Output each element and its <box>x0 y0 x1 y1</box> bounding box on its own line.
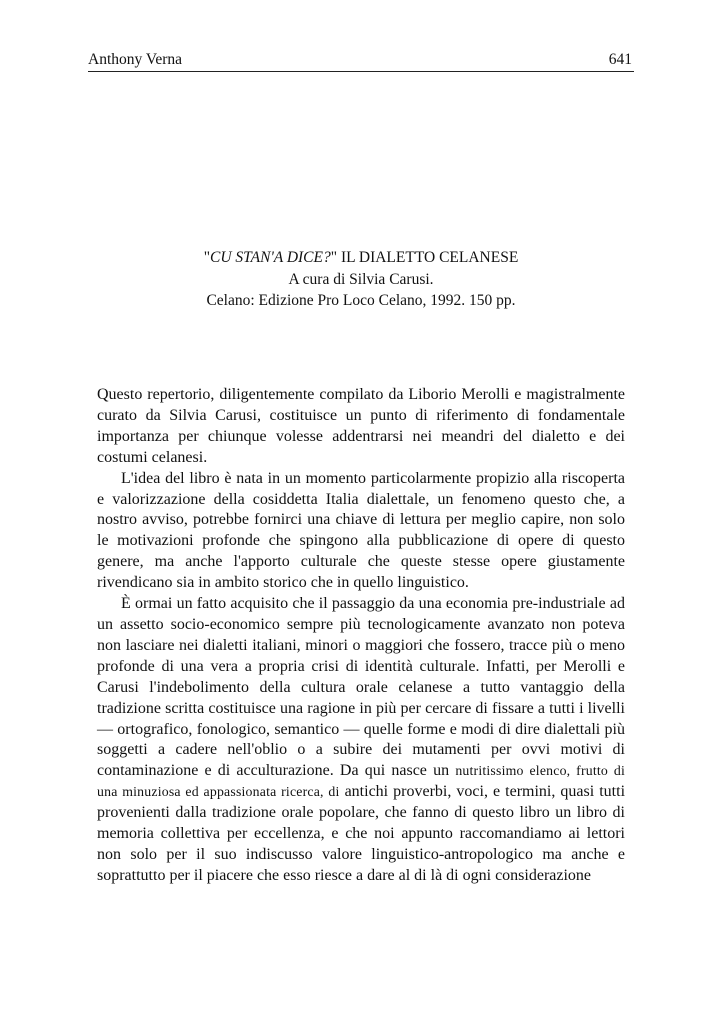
book-title-italic: CU STAN'A DICE? <box>210 249 331 266</box>
review-heading <box>96 247 626 312</box>
paragraph-2: L'idea del libro è nata in un momento particolarmente propizio alla riscoperta e valorizzazione della cosiddetta Italia dialettale, un fenomeno questo che, a nostro avviso, potrebbe fornirci una chiave di lettura per meglio capire, non solo le motivazioni profonde che spingono alla pubblicazione di opere di questo genere, ma anche l'apporto culturale che queste stesse opere giustamente rivendicano sia in ambito storico che in quello linguistico. <box>97 469 625 592</box>
running-header-author: Anthony Verna <box>88 51 182 68</box>
header-rule <box>88 71 634 72</box>
paragraph-3-part-a: È ormai un fatto acquisito che il passaggio da una economia pre-industriale ad un assetto socio-economico sempre più tecnologicamente avanzato non poteva non lasciare nei dialetti italiani, minori o maggiori che fossero, tracce più o meno profonde di una vera a propria crisi di identità culturale. Infatti, per Merolli e Carusi l'indebolimento della cultura orale celanese a tutto vantaggio della tradizione scritta costituisce una ragione in più per cercare di fissare a tutti i livelli — ortografico, fonologico, semantico — quelle forme e modi di dire dialettali più soggetti a cadere nell'oblio o a subire dei mutamenti per ovvi motivi di contaminazione e di acculturazione. Da qui nasce un <box>97 595 625 780</box>
paragraph-1: Questo repertorio, diligentemente compilato da Liborio Merolli e magistralmente curato da Silvia Carusi, costituisce un punto di riferimento di fondamentale importanza per chiunque volesse addentrarsi nei meandri del dialetto e dei costumi celanesi. <box>97 386 625 466</box>
page-number: 641 <box>608 51 632 68</box>
book-publication: Celano: Edizione Pro Loco Celano, 1992. 150 pp. <box>206 292 516 309</box>
book-editor: A cura di Silvia Carusi. <box>288 270 434 288</box>
paragraph-3-part-b: antichi proverbi, voci, e termini, quasi tutti provenienti dalla tradizione orale popolare, che fanno di questo libro un libro di memoria collettiva per eccellenza, e che noi appunto raccomandiamo ai lettori non solo per il suo indiscusso valore linguistico-antropologico ma anche e soprattutto per il piacere che esso riesce a dare al di là di ogni considerazione <box>97 783 626 884</box>
paragraph-3-small-line: nutritissimo elenco, frutto di una minuziosa ed appassionata ricerca, di <box>97 763 626 800</box>
paragraph-3 <box>97 594 625 887</box>
book-title: "CU STAN'A DICE?" IL DIALETTO CELANESE <box>203 249 519 266</box>
running-header <box>88 51 632 69</box>
review-body <box>97 385 625 887</box>
